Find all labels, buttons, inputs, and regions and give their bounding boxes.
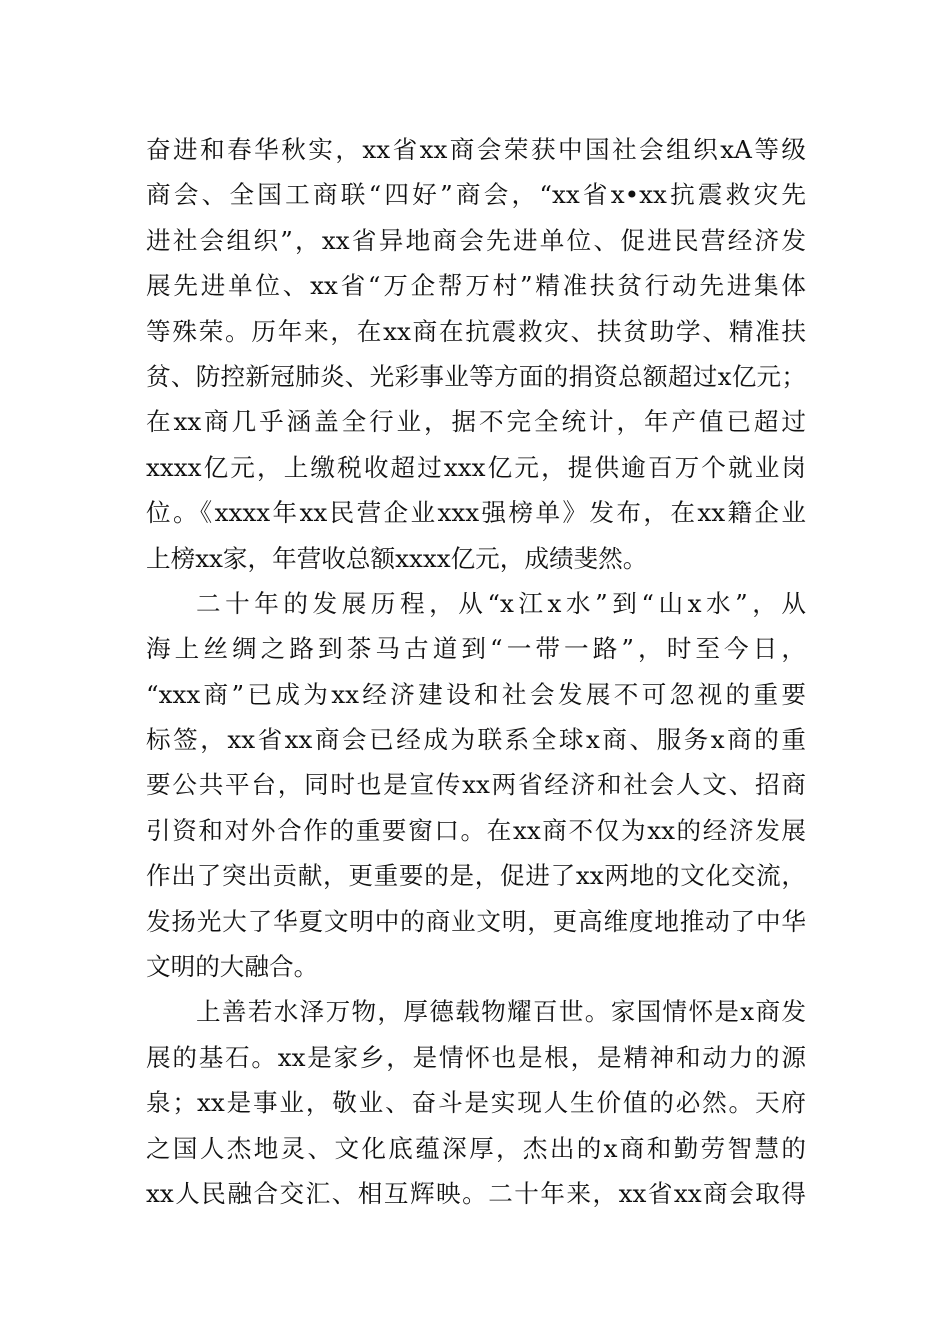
text-line: 贫、防控新冠肺炎、光彩事业等方面的捐资总额超过x亿元； xyxy=(146,361,806,391)
text-line: 展先进单位、xx省“万企帮万村”精准扶贫行动先进集体 xyxy=(146,271,806,301)
document-body xyxy=(146,127,806,1216)
text-line: 发扬光大了华夏文明中的商业文明，更高维度地推动了中华 xyxy=(146,906,806,936)
text-line: 作出了突出贡献，更重要的是，促进了xx两地的文化交流， xyxy=(146,861,806,891)
text-line: 上善若水泽万物，厚德载物耀百世。家国情怀是x商发 xyxy=(196,997,806,1027)
text-line: 等殊荣。历年来，在xx商在抗震救灾、扶贫助学、精准扶 xyxy=(146,316,806,346)
text-line: 奋进和春华秋实，xx省xx商会荣获中国社会组织xA等级 xyxy=(146,135,806,164)
text-line: 展的基石。xx是家乡，是情怀也是根，是精神和动力的源 xyxy=(146,1042,806,1072)
text-line: 进社会组织”，xx省异地商会先进单位、促进民营经济发 xyxy=(146,225,806,255)
text-line: 泉；xx是事业，敬业、奋斗是实现人生价值的必然。天府 xyxy=(146,1088,806,1118)
paragraph-1 xyxy=(146,127,806,581)
text-line: 商会、全国工商联“四好”商会，“xx省x•xx抗震救灾先 xyxy=(146,180,806,210)
text-line: 文明的大融合。 xyxy=(146,952,319,982)
text-line: 要公共平台，同时也是宣传xx两省经济和社会人文、招商 xyxy=(146,770,806,800)
text-line: 海上丝绸之路到茶马古道到“一带一路”，时至今日， xyxy=(146,634,806,664)
paragraph-3 xyxy=(146,989,806,1216)
text-line: 引资和对外合作的重要窗口。在xx商不仅为xx的经济发展 xyxy=(146,815,806,845)
text-line: xxxx亿元，上缴税收超过xxx亿元，提供逾百万个就业岗 xyxy=(146,452,806,482)
text-line: 二十年的发展历程，从“x江x水”到“山x水”，从 xyxy=(196,588,806,618)
text-line: 之国人杰地灵、文化底蕴深厚，杰出的x商和勤劳智慧的 xyxy=(146,1133,806,1163)
paragraph-2 xyxy=(146,581,806,990)
text-line: xx人民融合交汇、相互辉映。二十年来，xx省xx商会取得 xyxy=(146,1178,806,1208)
text-line: 位。《xxxx年xx民营企业xxx强榜单》发布，在xx籍企业 xyxy=(146,498,806,528)
text-line: “xxx商”已成为xx经济建设和社会发展不可忽视的重要 xyxy=(146,679,806,709)
text-line: 上榜xx家，年营收总额xxxx亿元，成绩斐然。 xyxy=(146,543,648,573)
text-line: 在xx商几乎涵盖全行业，据不完全统计，年产值已超过 xyxy=(146,407,806,437)
text-line: 标签，xx省xx商会已经成为联系全球x商、服务x商的重 xyxy=(146,725,806,755)
